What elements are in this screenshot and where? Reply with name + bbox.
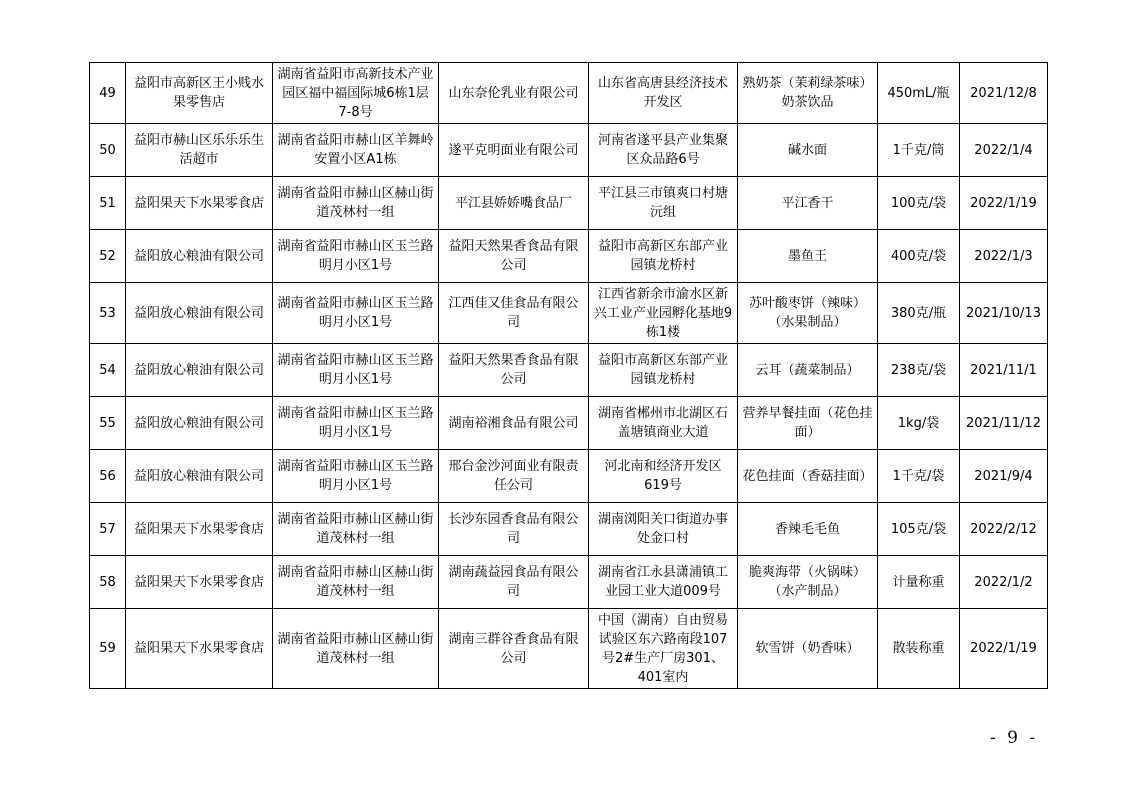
seller-name-cell: 益阳果天下水果零食店 bbox=[126, 177, 273, 230]
producer-name-cell: 湖南三群谷香食品有限公司 bbox=[439, 609, 589, 689]
seller-address-cell: 湖南省益阳市赫山区赫山街道茂林村一组 bbox=[273, 556, 439, 609]
row-number-cell: 58 bbox=[90, 556, 126, 609]
seller-name-cell: 益阳放心粮油有限公司 bbox=[126, 344, 273, 397]
producer-address-cell: 河南省遂平县产业集聚区众品路6号 bbox=[589, 124, 738, 177]
production-date-cell: 2022/1/19 bbox=[960, 609, 1048, 689]
producer-address-cell: 平江县三市镇爽口村塘沅组 bbox=[589, 177, 738, 230]
seller-name-cell: 益阳放心粮油有限公司 bbox=[126, 283, 273, 344]
table-body bbox=[90, 63, 1048, 689]
row-number-cell: 59 bbox=[90, 609, 126, 689]
product-spec-cell: 1千克/袋 bbox=[878, 450, 960, 503]
table-row bbox=[90, 283, 1048, 344]
product-spec-cell: 1kg/袋 bbox=[878, 397, 960, 450]
seller-name-cell: 益阳果天下水果零食店 bbox=[126, 503, 273, 556]
seller-name-cell: 益阳果天下水果零食店 bbox=[126, 556, 273, 609]
table-row bbox=[90, 556, 1048, 609]
production-date-cell: 2021/11/12 bbox=[960, 397, 1048, 450]
seller-name-cell: 益阳市赫山区乐乐乐生活超市 bbox=[126, 124, 273, 177]
producer-name-cell: 湖南蔬益园食品有限公司 bbox=[439, 556, 589, 609]
product-spec-cell: 100克/袋 bbox=[878, 177, 960, 230]
product-name-cell: 云耳（蔬菜制品） bbox=[738, 344, 878, 397]
production-date-cell: 2021/9/4 bbox=[960, 450, 1048, 503]
producer-name-cell: 长沙东园香食品有限公司 bbox=[439, 503, 589, 556]
producer-address-cell: 湖南省江永县潇浦镇工业园工业大道009号 bbox=[589, 556, 738, 609]
row-number-cell: 53 bbox=[90, 283, 126, 344]
table-row bbox=[90, 344, 1048, 397]
row-number-cell: 52 bbox=[90, 230, 126, 283]
producer-name-cell: 益阳天然果香食品有限公司 bbox=[439, 344, 589, 397]
row-number-cell: 49 bbox=[90, 63, 126, 124]
row-number-cell: 54 bbox=[90, 344, 126, 397]
product-spec-cell: 1千克/筒 bbox=[878, 124, 960, 177]
production-date-cell: 2021/10/13 bbox=[960, 283, 1048, 344]
seller-name-cell: 益阳放心粮油有限公司 bbox=[126, 450, 273, 503]
producer-address-cell: 山东省高唐县经济技术开发区 bbox=[589, 63, 738, 124]
table-row bbox=[90, 230, 1048, 283]
row-number-cell: 57 bbox=[90, 503, 126, 556]
product-spec-cell: 计量称重 bbox=[878, 556, 960, 609]
producer-name-cell: 平江县娇娇嘴食品厂 bbox=[439, 177, 589, 230]
seller-address-cell: 湖南省益阳市赫山区玉兰路明月小区1号 bbox=[273, 450, 439, 503]
production-date-cell: 2022/1/19 bbox=[960, 177, 1048, 230]
row-number-cell: 51 bbox=[90, 177, 126, 230]
table-row bbox=[90, 177, 1048, 230]
sampling-results-table bbox=[89, 62, 1048, 689]
production-date-cell: 2022/1/2 bbox=[960, 556, 1048, 609]
producer-address-cell: 江西省新余市渝水区新兴工业产业园孵化基地9栋1楼 bbox=[589, 283, 738, 344]
row-number-cell: 50 bbox=[90, 124, 126, 177]
table-row bbox=[90, 63, 1048, 124]
seller-name-cell: 益阳放心粮油有限公司 bbox=[126, 230, 273, 283]
product-spec-cell: 400克/袋 bbox=[878, 230, 960, 283]
seller-name-cell: 益阳果天下水果零食店 bbox=[126, 609, 273, 689]
product-name-cell: 香辣毛毛鱼 bbox=[738, 503, 878, 556]
seller-address-cell: 湖南省益阳市赫山区玉兰路明月小区1号 bbox=[273, 397, 439, 450]
product-name-cell: 营养早餐挂面（花色挂面） bbox=[738, 397, 878, 450]
producer-address-cell: 湖南浏阳关口街道办事处金口村 bbox=[589, 503, 738, 556]
production-date-cell: 2022/2/12 bbox=[960, 503, 1048, 556]
producer-name-cell: 山东奈伦乳业有限公司 bbox=[439, 63, 589, 124]
producer-name-cell: 江西佳又佳食品有限公司 bbox=[439, 283, 589, 344]
producer-address-cell: 湖南省郴州市北湖区石盖塘镇商业大道 bbox=[589, 397, 738, 450]
product-spec-cell: 散装称重 bbox=[878, 609, 960, 689]
product-name-cell: 墨鱼王 bbox=[738, 230, 878, 283]
production-date-cell: 2021/11/1 bbox=[960, 344, 1048, 397]
product-name-cell: 平江香干 bbox=[738, 177, 878, 230]
product-name-cell: 苏叶酸枣饼（辣味）（水果制品） bbox=[738, 283, 878, 344]
product-spec-cell: 450mL/瓶 bbox=[878, 63, 960, 124]
production-date-cell: 2022/1/3 bbox=[960, 230, 1048, 283]
product-name-cell: 软雪饼（奶香味） bbox=[738, 609, 878, 689]
producer-name-cell: 遂平克明面业有限公司 bbox=[439, 124, 589, 177]
product-name-cell: 脆爽海带（火锅味）（水产制品） bbox=[738, 556, 878, 609]
seller-address-cell: 湖南省益阳市赫山区玉兰路明月小区1号 bbox=[273, 230, 439, 283]
table-row bbox=[90, 124, 1048, 177]
producer-name-cell: 湖南裕湘食品有限公司 bbox=[439, 397, 589, 450]
producer-name-cell: 邢台金沙河面业有限责任公司 bbox=[439, 450, 589, 503]
table-row bbox=[90, 450, 1048, 503]
product-spec-cell: 380克/瓶 bbox=[878, 283, 960, 344]
row-number-cell: 55 bbox=[90, 397, 126, 450]
table-row bbox=[90, 503, 1048, 556]
production-date-cell: 2022/1/4 bbox=[960, 124, 1048, 177]
producer-name-cell: 益阳天然果香食品有限公司 bbox=[439, 230, 589, 283]
page-number: - 9 - bbox=[990, 728, 1039, 748]
seller-address-cell: 湖南省益阳市赫山区赫山街道茂林村一组 bbox=[273, 177, 439, 230]
seller-name-cell: 益阳市高新区王小贱水果零售店 bbox=[126, 63, 273, 124]
seller-address-cell: 湖南省益阳市赫山区赫山街道茂林村一组 bbox=[273, 609, 439, 689]
product-name-cell: 碱水面 bbox=[738, 124, 878, 177]
product-spec-cell: 105克/袋 bbox=[878, 503, 960, 556]
producer-address-cell: 中国（湖南）自由贸易试验区东六路南段107号2#生产厂房301、401室内 bbox=[589, 609, 738, 689]
production-date-cell: 2021/12/8 bbox=[960, 63, 1048, 124]
product-spec-cell: 238克/袋 bbox=[878, 344, 960, 397]
seller-address-cell: 湖南省益阳市赫山区羊舞岭安置小区A1栋 bbox=[273, 124, 439, 177]
producer-address-cell: 益阳市高新区东部产业园镇龙桥村 bbox=[589, 230, 738, 283]
product-name-cell: 熟奶茶（茉莉绿茶味）奶茶饮品 bbox=[738, 63, 878, 124]
table-row bbox=[90, 397, 1048, 450]
seller-name-cell: 益阳放心粮油有限公司 bbox=[126, 397, 273, 450]
seller-address-cell: 湖南省益阳市赫山区赫山街道茂林村一组 bbox=[273, 503, 439, 556]
seller-address-cell: 湖南省益阳市高新技术产业园区福中福国际城6栋1层7-8号 bbox=[273, 63, 439, 124]
seller-address-cell: 湖南省益阳市赫山区玉兰路明月小区1号 bbox=[273, 283, 439, 344]
producer-address-cell: 河北南和经济开发区619号 bbox=[589, 450, 738, 503]
row-number-cell: 56 bbox=[90, 450, 126, 503]
table-row bbox=[90, 609, 1048, 689]
producer-address-cell: 益阳市高新区东部产业园镇龙桥村 bbox=[589, 344, 738, 397]
product-name-cell: 花色挂面（香菇挂面） bbox=[738, 450, 878, 503]
seller-address-cell: 湖南省益阳市赫山区玉兰路明月小区1号 bbox=[273, 344, 439, 397]
